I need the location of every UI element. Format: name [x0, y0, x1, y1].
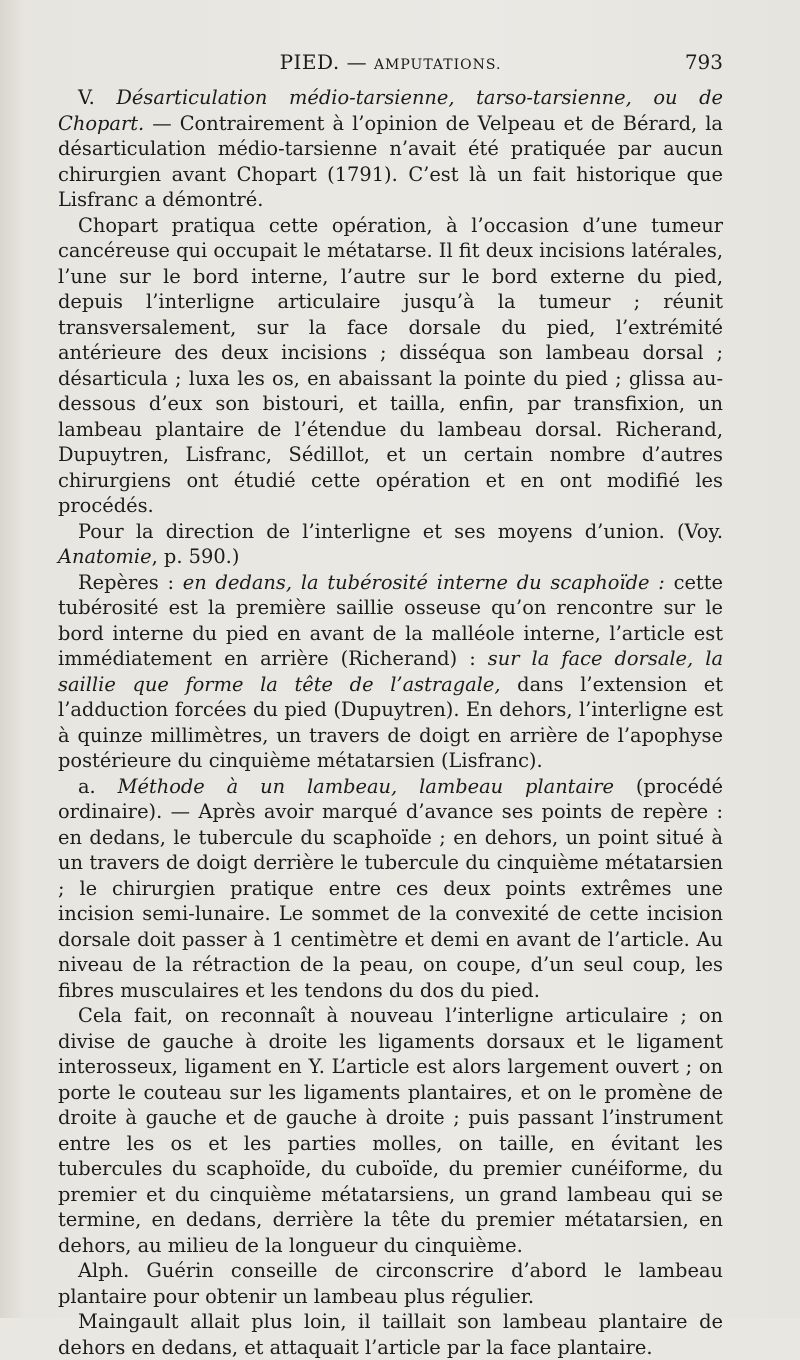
paragraph-lead: a.	[78, 774, 118, 798]
header-title: PIED.	[279, 50, 340, 74]
paragraph-lead: Repères :	[78, 570, 183, 594]
running-title	[58, 50, 723, 74]
page-number: 793	[684, 50, 723, 74]
paragraph-text: Maingault allait plus loin, il taillait son lambeau plantaire de dehors en dedans, et attaquait l’article par la face plantaire.	[58, 1310, 723, 1359]
paragraph-reperes	[58, 570, 723, 774]
paragraph-text: Chopart pratiqua cette opération, à l’occasion d’une tumeur cancéreuse qui occupait le métatarse. Il fit deux incisions latérales, l’une sur le bord interne, l’autre sur le bord externe du pied, depuis l’interligne articulaire jusqu’à la tumeur ; réunit transversalement, sur la face dorsale du pied, l’extrémité antérieure des deux incisions ; disséqua son lambeau dorsal ; désarticula ; luxa les os, en abaissant la pointe du pied ; glissa au-dessous d’eux son bistouri, et tailla, enfin, par transfixion, un lambeau plantaire de l’étendue du lambeau dorsal. Richerand, Dupuytren, Lisfranc, Sédillot, et un certain nombre d’autres chirurgiens ont étudié cette opération et en ont modifié les procédés.	[58, 213, 724, 517]
italic-phrase: en dedans, la tubérosité interne du scaphoïde :	[182, 570, 665, 594]
paragraph-text: cette tubérosité est la première saillie osseuse qu’on rencontre sur le bord interne du pied en avant de la malléole interne, l’article est immédiatement en arrière (Richerand) :	[58, 570, 723, 670]
italic-phrase: sur la face dorsale, la saillie que forme la tête de l’astragale,	[58, 647, 724, 696]
header-section: AMPUTATIONS.	[373, 57, 502, 73]
paragraph-text: , p. 590.)	[151, 545, 240, 568]
paragraph-text: Cela fait, on reconnaît à nouveau l’interligne articulaire ; on divise de gauche à droite les ligaments dorsaux et le ligament interosseux, ligament en Y. L’article est alors largement ouvert ; on porte le couteau sur les ligaments plantaires, et on le promène de droite à gauche et de gauche à droite ; puis passant l’instrument entre les os et les parties molles, on taille, en évitant les tubercules du scaphoïde, du cuboïde, du premier cunéiforme, du premier et du cinquième métatarsiens, un grand lambeau qui se termine, en dedans, derrière la tête du premier métatarsien, en dehors, au milieu de la longueur du cinquième.	[58, 1004, 723, 1257]
paragraph-section-v	[58, 85, 723, 213]
paragraph-methode	[58, 774, 723, 1004]
section-title: Désarticulation médio-tarsienne, tarso-tarsienne, ou de Chopart.	[58, 86, 723, 135]
page-body	[58, 85, 723, 1360]
paragraph-guerin	[58, 1258, 723, 1309]
running-header	[58, 50, 723, 78]
method-title: Méthode à un lambeau, lambeau plantaire	[117, 774, 614, 798]
paragraph-text: dans l’extension et l’adduction forcées du pied (Dupuytren). En dehors, l’interligne est à quinze millimètres, un travers de doigt en arrière de l’apophyse postérieure du cinquième métatarsien (Lisfranc).	[58, 672, 723, 772]
paragraph-anatomy-ref	[58, 519, 723, 570]
header-dash: —	[346, 50, 368, 74]
paragraph-text: — Contrairement à l’opinion de Velpeau et de Bérard, la désarticulation médio-tarsienne n’avait été pratiquée par aucun chirurgien avant Chopart (1791). C’est là un fait historique que Lisfranc a démontré.	[58, 111, 723, 211]
paragraph-text: (procédé ordinaire). — Après avoir marqué d’avance ses points de repère : en dedans, le tubercule du scaphoïde ; en dehors, un point situé à un travers de doigt derrière le tubercule du cinquième métatarsien ; le chirurgien pratique entre ces deux points extrêmes une incision semi-lunaire. Le sommet de la convexité de cette incision dorsale doit passer à 1 centimètre et demi en avant de l’article. Au niveau de la rétraction de la peau, on coupe, d’un seul coup, les fibres musculaires et les tendons du dos du pied.	[58, 774, 724, 1002]
section-number: V.	[78, 86, 117, 109]
cross-reference: Anatomie	[58, 545, 152, 568]
paragraph-chopart	[58, 213, 723, 519]
paragraph-text: Alph. Guérin conseille de circonscrire d’abord le lambeau plantaire pour obtenir un lambeau plus régulier.	[58, 1259, 723, 1308]
paragraph-text: Pour la direction de l’interligne et ses moyens d’union. (Voy.	[78, 519, 723, 543]
paragraph-maingault	[58, 1309, 723, 1360]
paragraph-cela-fait	[58, 1003, 723, 1258]
